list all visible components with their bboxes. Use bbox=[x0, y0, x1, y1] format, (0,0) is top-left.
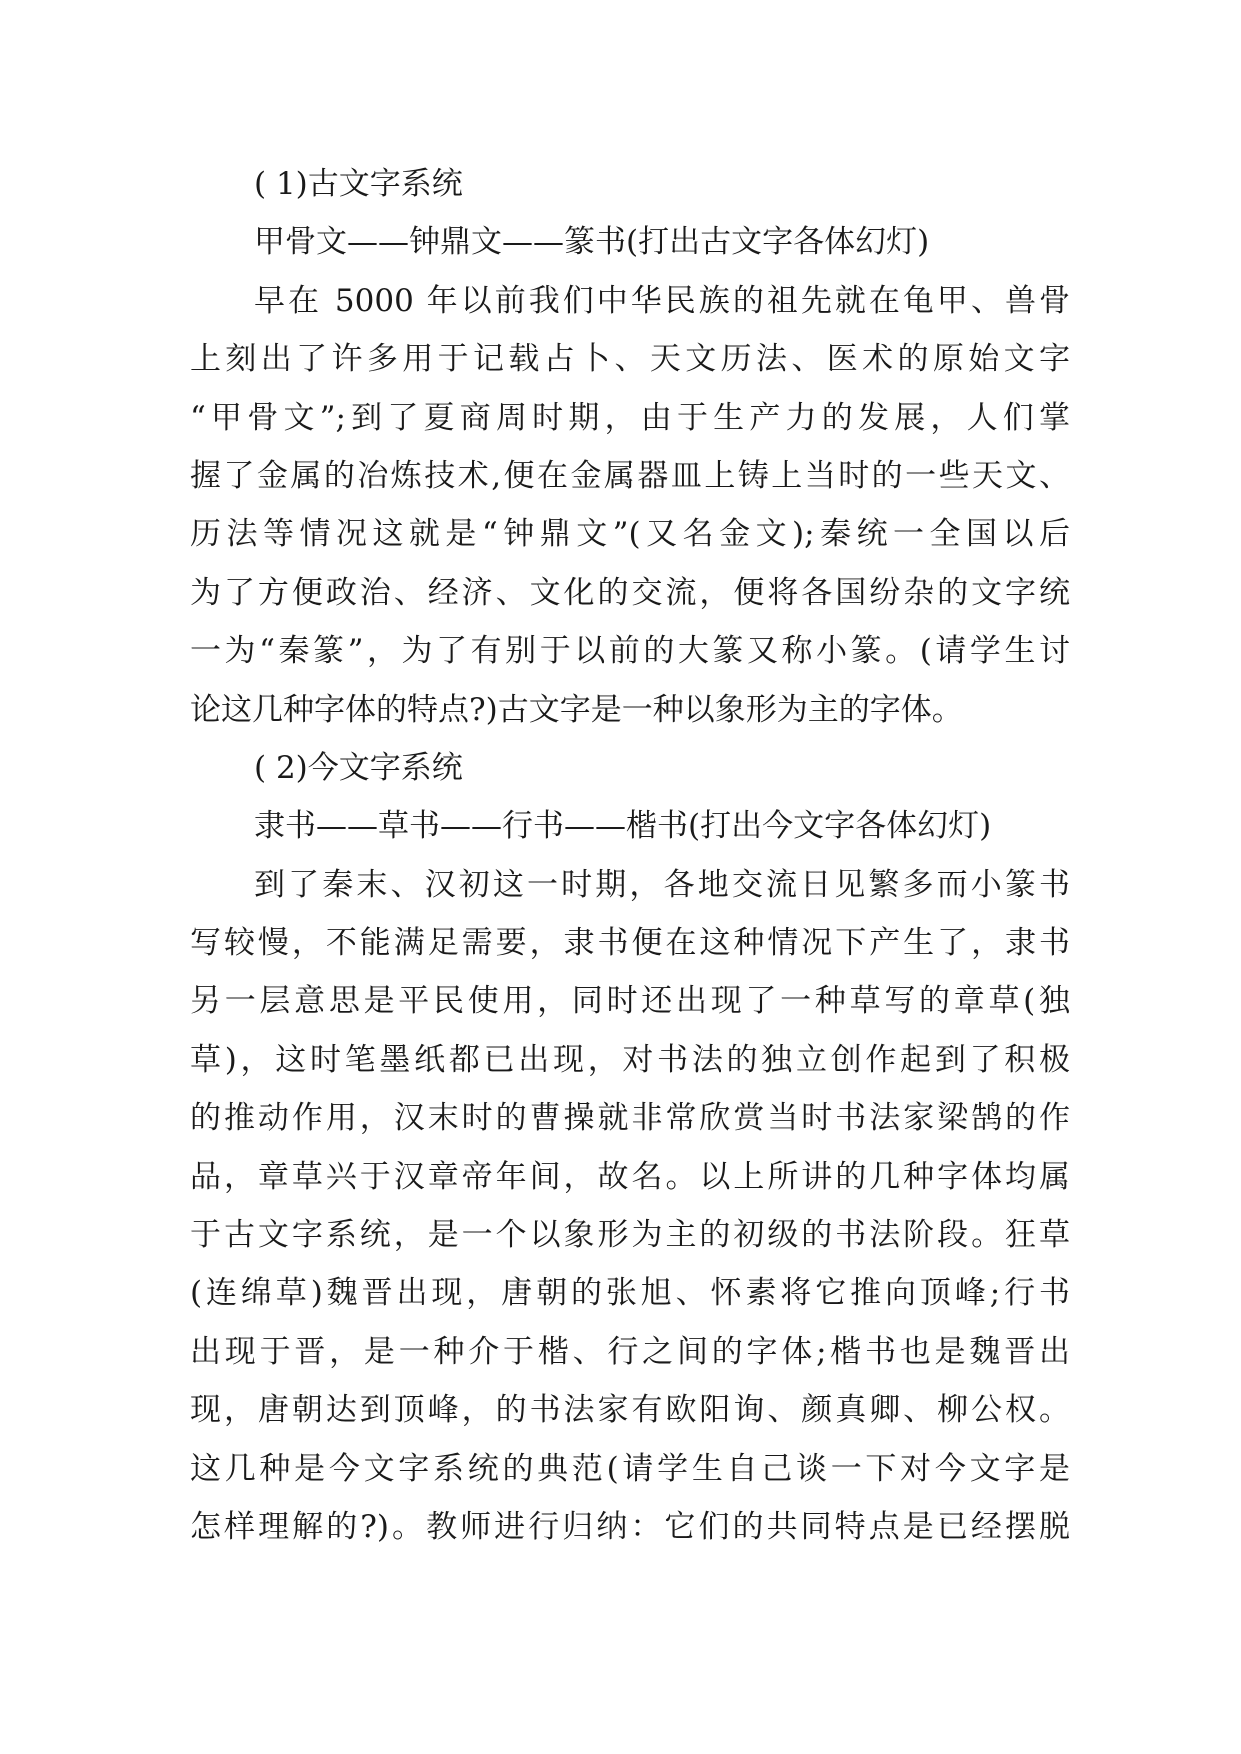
text-line: 出现于晋，是一种介于楷、行之间的字体;楷书也是魏晋出 bbox=[190, 1333, 1070, 1370]
text-line: 另一层意思是平民使用，同时还出现了一种草写的章草(独 bbox=[190, 983, 1070, 1020]
text-line: 草)，这时笔墨纸都已出现，对书法的独立创作起到了积极 bbox=[190, 1041, 1070, 1078]
text-line: 甲骨文——钟鼎文——篆书(打出古文字各体幻灯) bbox=[254, 224, 930, 261]
text-line: 论这几种字体的特点?)古文字是一种以象形为主的字体。 bbox=[190, 691, 963, 728]
text-line: 的推动作用，汉末时的曹操就非常欣赏当时书法家梁鹄的作 bbox=[190, 1100, 1070, 1137]
text-line: 隶书——草书——行书——楷书(打出今文字各体幻灯) bbox=[254, 808, 992, 845]
text-line: 写较慢，不能满足需要，隶书便在这种情况下产生了，隶书 bbox=[190, 925, 1070, 962]
text-line: “甲骨文”;到了夏商周时期，由于生产力的发展，人们掌 bbox=[190, 399, 1070, 436]
text-line: 一为“秦篆”，为了有别于以前的大篆又称小篆。(请学生讨 bbox=[190, 633, 1070, 670]
body-text bbox=[190, 155, 1070, 1556]
text-line: 握了金属的冶炼技术,便在金属器皿上铸上当时的一些天文、 bbox=[190, 457, 1070, 494]
text-line: 怎样理解的?)。教师进行归纳：它们的共同特点是已经摆脱 bbox=[190, 1508, 1070, 1545]
text-line: 早在 5000 年以前我们中华民族的祖先就在龟甲、兽骨 bbox=[254, 282, 1070, 319]
text-line: 为了方便政治、经济、文化的交流，便将各国纷杂的文字统 bbox=[190, 574, 1070, 611]
text-line: ( 2)今文字系统 bbox=[254, 749, 463, 786]
text-line: ( 1)古文字系统 bbox=[254, 166, 463, 202]
text-line: 到了秦末、汉初这一时期，各地交流日见繁多而小篆书 bbox=[254, 866, 1070, 903]
text-line: (连绵草)魏晋出现，唐朝的张旭、怀素将它推向顶峰;行书 bbox=[190, 1275, 1070, 1312]
text-line: 上刻出了许多用于记载占卜、天文历法、医术的原始文字 bbox=[190, 341, 1070, 378]
text-line: 现，唐朝达到顶峰，的书法家有欧阳询、颜真卿、柳公权。 bbox=[190, 1392, 1070, 1429]
text-line: 于古文字系统，是一个以象形为主的初级的书法阶段。狂草 bbox=[190, 1217, 1070, 1254]
text-line: 这几种是今文字系统的典范(请学生自己谈一下对今文字是 bbox=[190, 1450, 1070, 1487]
text-line: 历法等情况这就是“钟鼎文”(又名金文);秦统一全国以后 bbox=[190, 516, 1070, 553]
text-line: 品，章草兴于汉章帝年间，故名。以上所讲的几种字体均属 bbox=[190, 1158, 1070, 1195]
